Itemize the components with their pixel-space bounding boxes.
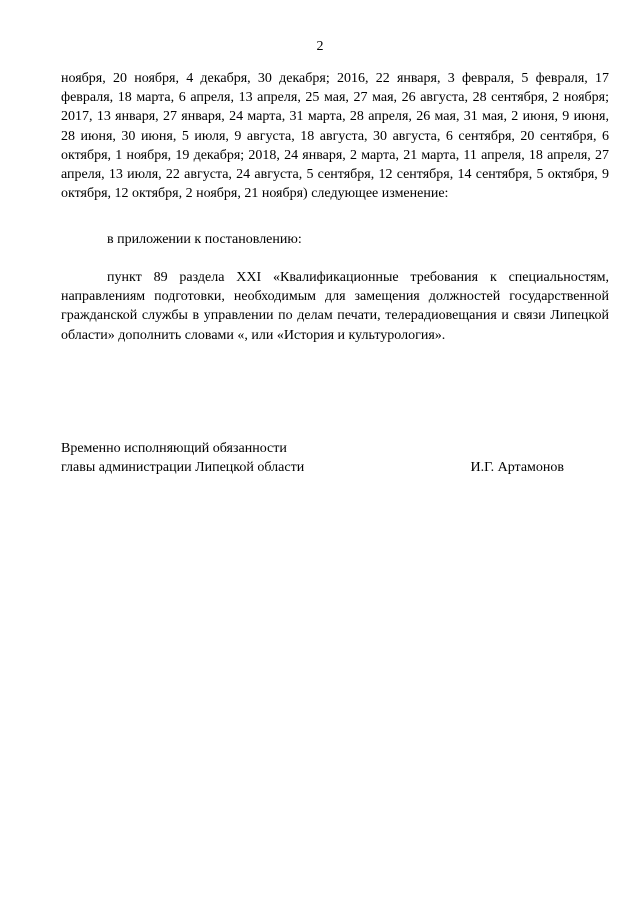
page-number: 2: [316, 39, 324, 54]
paragraph-amendment: пункт 89 раздела XXI «Квалификационные требования к специальностям, направлениям подготовки, необходимым для замещения должностей государственной гражданской службы в управлении по делам печати, телерадиовещания и связи Липецкой области» дополнить словами «, или «История и культурология».: [61, 270, 609, 343]
signature-row-2: [61, 458, 564, 477]
signer-name: И.Г. Артамонов: [470, 460, 564, 476]
signer-position-line1: Временно исполняющий обязанности: [61, 441, 287, 456]
signature-block: [61, 439, 564, 477]
signer-position-line2: главы администрации Липецкой области: [61, 460, 305, 476]
signature-row-1: [61, 439, 564, 458]
paragraph-intro: в приложении к постановлению:: [107, 232, 302, 247]
paragraph-continuation: ноября, 20 ноября, 4 декабря, 30 декабря; 2016, 22 января, 3 февраля, 5 февраля, 17 февраля, 18 марта, 6 апреля, 13 апреля, 25 мая, 27 мая, 26 августа, 28 сентября, 2 ноября; 2017, 13 января, 27 января, 24 марта, 31 марта, 28 апреля, 26 мая, 31 мая, 2 июня, 9 июня, 28 июня, 30 июня, 5 июля, 9 августа, 18 августа, 30 августа, 6 сентября, 20 сентября, 6 октября, 1 ноября, 19 декабря; 2018, 24 января, 2 марта, 21 марта, 11 апреля, 18 апреля, 27 апреля, 13 июля, 22 августа, 24 августа, 5 сентября, 12 сентября, 14 сентября, 5 октября, 9 октября, 12 октября, 2 ноября, 21 ноября) следующее изменение:: [61, 71, 609, 202]
